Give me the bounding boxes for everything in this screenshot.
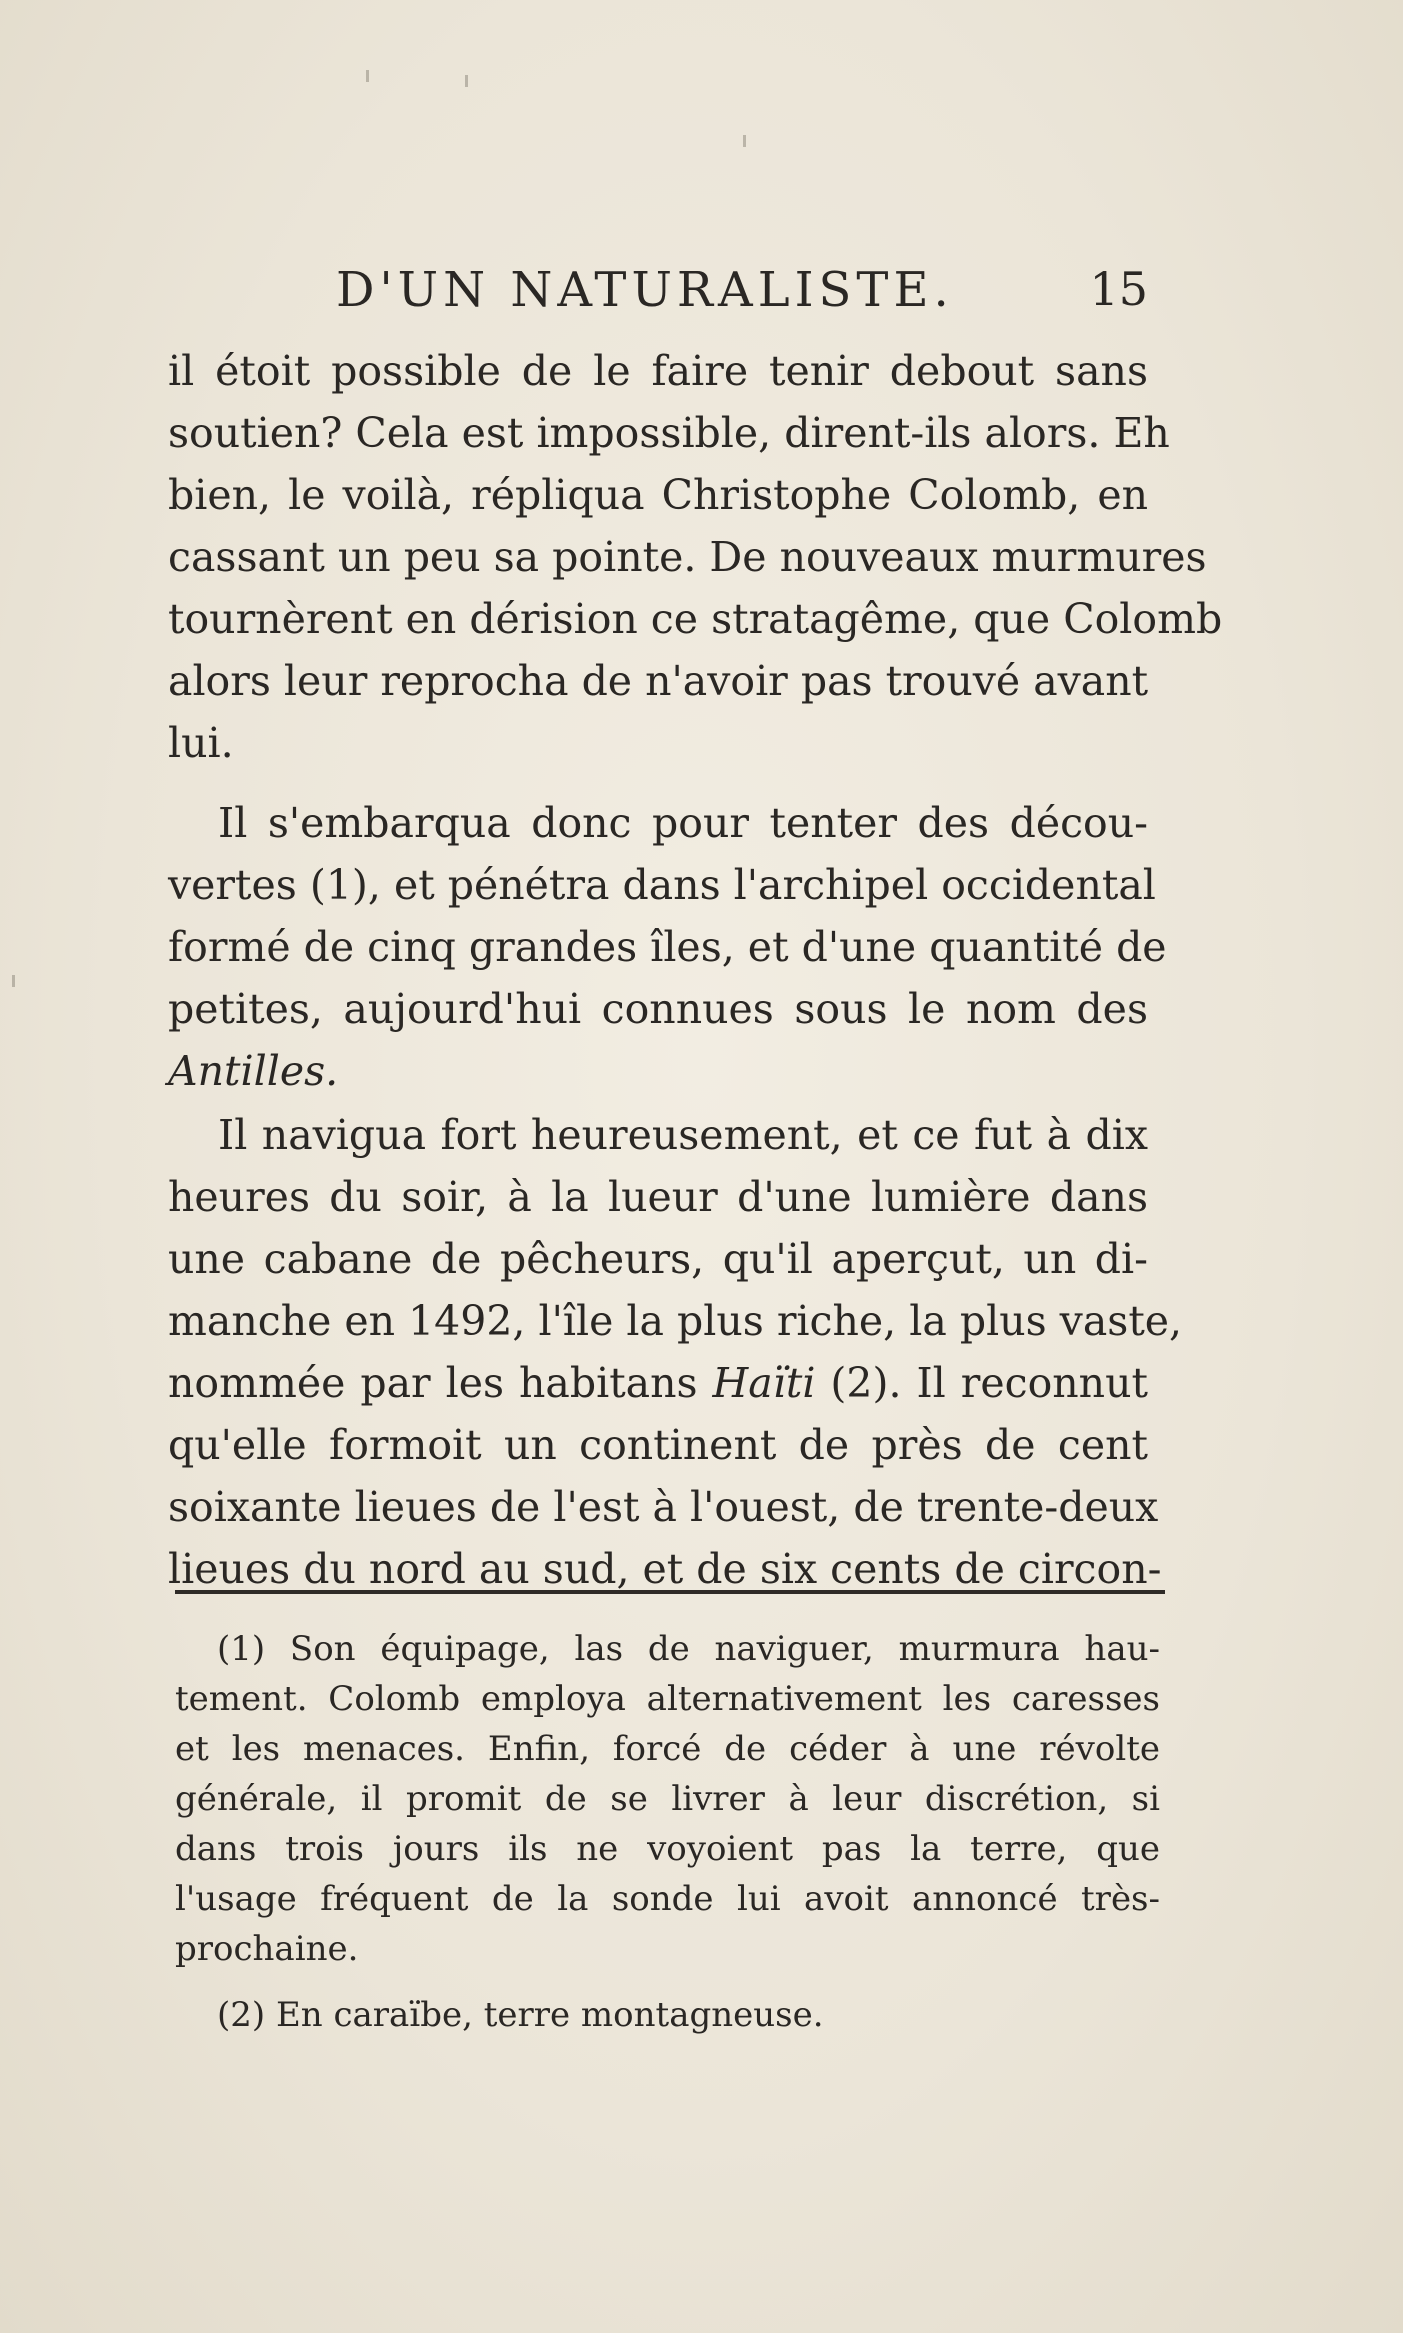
footnote-line: générale, il promit de se livrer à leur discrétion, si [175,1779,1160,1819]
text-line: Il s'embarqua donc pour tenter des décou- [218,799,1148,847]
text-line: vertes (1), et pénétra dans l'archipel occidental [168,861,1156,909]
text-line: Il navigua fort heureusement, et ce fut à dix [218,1111,1148,1159]
footnote-line: (2) En caraïbe, terre montagneuse. [217,1995,824,2035]
text-line: soixante lieues de l'est à l'ouest, de trente-deux [168,1483,1159,1531]
footnote-line: dans trois jours ils ne voyoient pas la terre, que [175,1829,1160,1869]
running-title: D'UN NATURALISTE. [336,262,954,318]
paper-speck [366,70,369,82]
text-line [168,1352,1148,1414]
footnote-line: prochaine. [175,1929,359,1969]
text-line: lieues du nord au sud, et de six cents de circon- [168,1545,1162,1593]
text-segment: (2). Il reconnut [830,1359,1148,1407]
page-header [168,262,1148,322]
text-line: lui. [168,719,234,767]
text-line: alors leur reprocha de n'avoir pas trouvé avant [168,657,1149,705]
footnotes [175,1624,1160,2040]
paper-speck [465,75,468,87]
text-line [168,1040,1148,1102]
footnote-line: (1) Son équipage, las de naviguer, murmura hau- [217,1629,1160,1669]
text-line: bien, le voilà, répliqua Christophe Colomb, en [168,471,1148,519]
footnote-line: et les menaces. Enfin, forcé de céder à une révolte [175,1729,1160,1769]
paper-speck [12,975,15,987]
footnote-line: l'usage fréquent de la sonde lui avoit annoncé très- [175,1879,1160,1919]
footnote-rule [175,1590,1165,1594]
text-line: qu'elle formoit un continent de près de cent [168,1421,1148,1469]
text-line: petites, aujourd'hui connues sous le nom des [168,985,1148,1033]
text-line: formé de cinq grandes îles, et d'une quantité de [168,923,1167,971]
body-text [168,340,1223,1600]
text-segment: nommée par les habitans [168,1359,698,1407]
footnote-line: tement. Colomb employa alternativement les caresses [175,1679,1160,1719]
page-number: 15 [1089,262,1148,316]
place-name-antilles: Antilles. [168,1047,339,1095]
text-line: manche en 1492, l'île la plus riche, la plus vaste, [168,1297,1183,1345]
text-line: tournèrent en dérision ce stratagême, que Colomb [168,595,1223,643]
text-line: cassant un peu sa pointe. De nouveaux murmures [168,533,1207,581]
text-line: il étoit possible de le faire tenir debout sans [168,347,1148,395]
place-name-haiti: Haïti [712,1359,816,1407]
paper-speck [743,135,746,147]
text-line: heures du soir, à la lueur d'une lumière dans [168,1173,1148,1221]
text-line: une cabane de pêcheurs, qu'il aperçut, un di- [168,1235,1148,1283]
text-line: soutien? Cela est impossible, dirent-ils alors. Eh [168,409,1170,457]
